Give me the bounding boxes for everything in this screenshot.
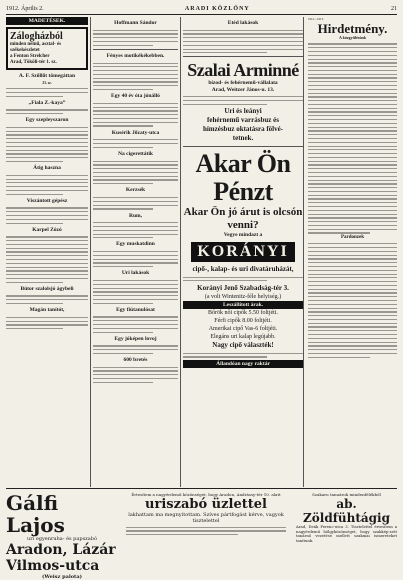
ad-heading-uri-lakasok: Uri lakások [121, 270, 150, 277]
ad-akar-subtitle: Akar Ön jó árut is olcsón venni? [183, 206, 303, 232]
ad-koranyi-prices-heading: Leszállított árak. [183, 301, 303, 309]
column-classifieds-middle [93, 17, 181, 487]
ad-koranyi-stock: Állandóan nagy raktár [183, 360, 303, 368]
header-date: 1912. Április 2. [6, 6, 44, 12]
text-lines [308, 243, 397, 358]
ad-zaloghaz-line3: a Fenton Strelcher [10, 54, 50, 59]
notice-pardonzek: Pardonzek [340, 235, 365, 241]
ad-galfi [6, 492, 118, 580]
text-lines [93, 251, 178, 267]
column-display-ads [183, 17, 304, 487]
ad-koranyi-choice: Nagy cipő választék! [212, 341, 274, 350]
notice-title: Hirdetmény. [317, 21, 388, 37]
ad-heading-magan: Magán tanítót, [29, 307, 65, 314]
section-heading-madetesek: MADETÉSEK. [6, 17, 88, 25]
ad-galfi-trade: uri egyenruha- és papszabó [27, 536, 97, 542]
text-lines [6, 207, 88, 223]
text-lines [183, 277, 303, 282]
text-lines [93, 30, 178, 46]
ad-heading-viszantott: Viszántott gépész [26, 197, 68, 204]
text-lines [93, 367, 178, 383]
ad-szalai-line2: Arad, Weitzer János-u. 13. [211, 86, 275, 93]
divider [183, 146, 303, 147]
ad-heading-szollo: A. F. Szőllőt tömegáttan [18, 73, 76, 79]
divider [183, 56, 303, 57]
ad-szalai-title: Szalai Arminné [187, 60, 299, 81]
ad-koranyi-price1: Bőrök női cipők 5.50 foltjéti. [208, 310, 278, 317]
column-notices [308, 17, 397, 487]
text-lines [183, 30, 303, 54]
ad-szalai-line3: Uri és leányi [224, 107, 262, 116]
ad-heading-butor: Bútor szalolsjó ágybeli [20, 285, 74, 292]
text-lines [93, 345, 178, 354]
text-lines [93, 139, 178, 148]
ad-zaloghaz [6, 27, 88, 70]
notice-subheading: A közgyűlésünk [338, 35, 366, 41]
text-lines [6, 236, 88, 283]
text-lines [6, 175, 88, 195]
text-lines [126, 527, 286, 536]
ad-uriszabo-title: uriszabó üzlettel [145, 497, 267, 512]
text-lines [6, 295, 88, 304]
ad-akar-title: Akar Ön Pénzt [195, 149, 291, 207]
ad-heading-kerzsek: Kerzsék [125, 187, 146, 194]
column-classifieds-left [6, 17, 91, 487]
ad-szalai-line1: bízod- és fehérnemű-vállalata [208, 80, 278, 87]
text-lines [93, 280, 178, 304]
ad-heading-atig: Átig haszna [33, 165, 61, 172]
text-lines [308, 43, 397, 233]
ad-heading-lovoj: Egy jóképen lovoj [114, 335, 157, 342]
text-lines [93, 63, 178, 91]
ad-koranyi-price2: Férfi cipők 8.00 foltjéti. [214, 318, 272, 325]
ad-heading-rum: Rum, [129, 212, 142, 219]
ad-heading-fiutanulo: Egy fiútanulósat [116, 306, 155, 313]
page-number: 21 [390, 6, 397, 12]
ad-szalai-line5: hímzésbuz oktatásra fölvé- [202, 125, 284, 134]
text-lines [93, 197, 178, 210]
divider [93, 49, 178, 50]
ad-heading-40ev: Egy 40 év óta jónálló [111, 93, 160, 100]
ad-koranyi-banner: KORÁNYI [191, 242, 295, 262]
ad-zaloghaz-title: Zálogházból [10, 31, 63, 42]
ad-zaloghaz-line4: Arad, Tököli-tér 1. sz. [10, 60, 57, 65]
ad-szalai-line4: fehérnemű varrásbuz és [207, 116, 279, 125]
text-lines [6, 317, 88, 330]
ad-akar-vegye: Vegye mindazt a [223, 232, 263, 239]
ad-heading-hoffmann: Hoffmann Sándor [114, 20, 157, 26]
notice-year: 1912—1913. [308, 17, 324, 21]
text-lines [183, 353, 303, 358]
ad-koranyi-address: Korányi Jenő Szabadság-tér 3. [197, 284, 289, 293]
ad-koranyi-location: (a volt Wintenitz-féle helyiség.) [204, 294, 282, 301]
ad-galfi-building: (Weisz palota) [42, 574, 82, 580]
text-lines [93, 103, 178, 127]
ad-heading-szepleys: Egy szepleyszaron [25, 117, 69, 124]
ad-szakaru [296, 492, 397, 543]
text-lines [183, 96, 303, 105]
ad-zaloghaz-line2: székekészletet [10, 48, 40, 53]
ad-heading-muskat: Egy muskatdinn [116, 241, 155, 248]
text-lines [6, 109, 88, 114]
ad-zaloghaz-line1: minden nemű, asztal- és [10, 42, 62, 47]
ad-szakaru-intro: Szakaru tanuárok mindenfélékből [312, 492, 381, 497]
ad-heading-600bretes: 600 bretés [123, 357, 148, 364]
bottom-ad-band [6, 488, 397, 580]
ad-koranyi-line1: cipő-, kalap- és uri divatáruházát, [192, 264, 294, 273]
text-lines [93, 222, 178, 238]
ad-heading-cigerett: Na cigerettátik [118, 150, 153, 157]
text-lines [93, 316, 178, 332]
ad-uriszabo-body: lakhattam ma megnyitottam. Szíves pártfogást kérve, vagyok tisztelettel [128, 512, 284, 524]
ad-szakaru-body: Arad, Deák Ferenc-utca 3. Tisztelettel értesítem a nagyérdemű hölgyközönséget, hogy szakkép-zett tanárnő vezetése mellett szakmai ismereteket tanítunk. [296, 524, 397, 543]
ad-koranyi-price4: Elegáns uri kalap legújabb. [210, 334, 276, 341]
ad-szakaru-title: ab. Zöldfühtágig [303, 497, 390, 525]
text-lines [93, 161, 178, 185]
ad-uriszabo-intro: Értesítem a nagyérdemű közönséget, hogy Aradon, Andrássy-tér 10. alatt [131, 492, 281, 497]
newspaper-title: ARADI KÖZLÖNY [184, 6, 250, 12]
ad-heading-karpel: Karpel Zózó [32, 226, 62, 233]
ad-heading-eted: Etéd lakások [227, 20, 259, 26]
page-header [6, 4, 397, 15]
text-lines [6, 88, 88, 97]
text-lines [6, 127, 88, 162]
ad-heading-szollo-sub: 23. sz. [42, 81, 52, 85]
ad-koranyi-price3: Amerikai cipő Vas-6 foltjéti. [208, 326, 278, 333]
ad-szalai-line6: tetnek. [232, 134, 254, 143]
ad-galfi-name: Gálfi Lajos [6, 491, 65, 537]
ad-heading-kuserik: Kusérik Jőzaty-utca [111, 129, 160, 136]
ad-heading-fenyes: Fényes motikékékebben. [106, 52, 165, 59]
ad-galfi-address: Aradon, Lázár Vilmos-utca [6, 542, 116, 574]
ad-uriszabo [126, 492, 286, 538]
ad-heading-fiala: „Fiala Z.-kaya” [28, 99, 66, 106]
